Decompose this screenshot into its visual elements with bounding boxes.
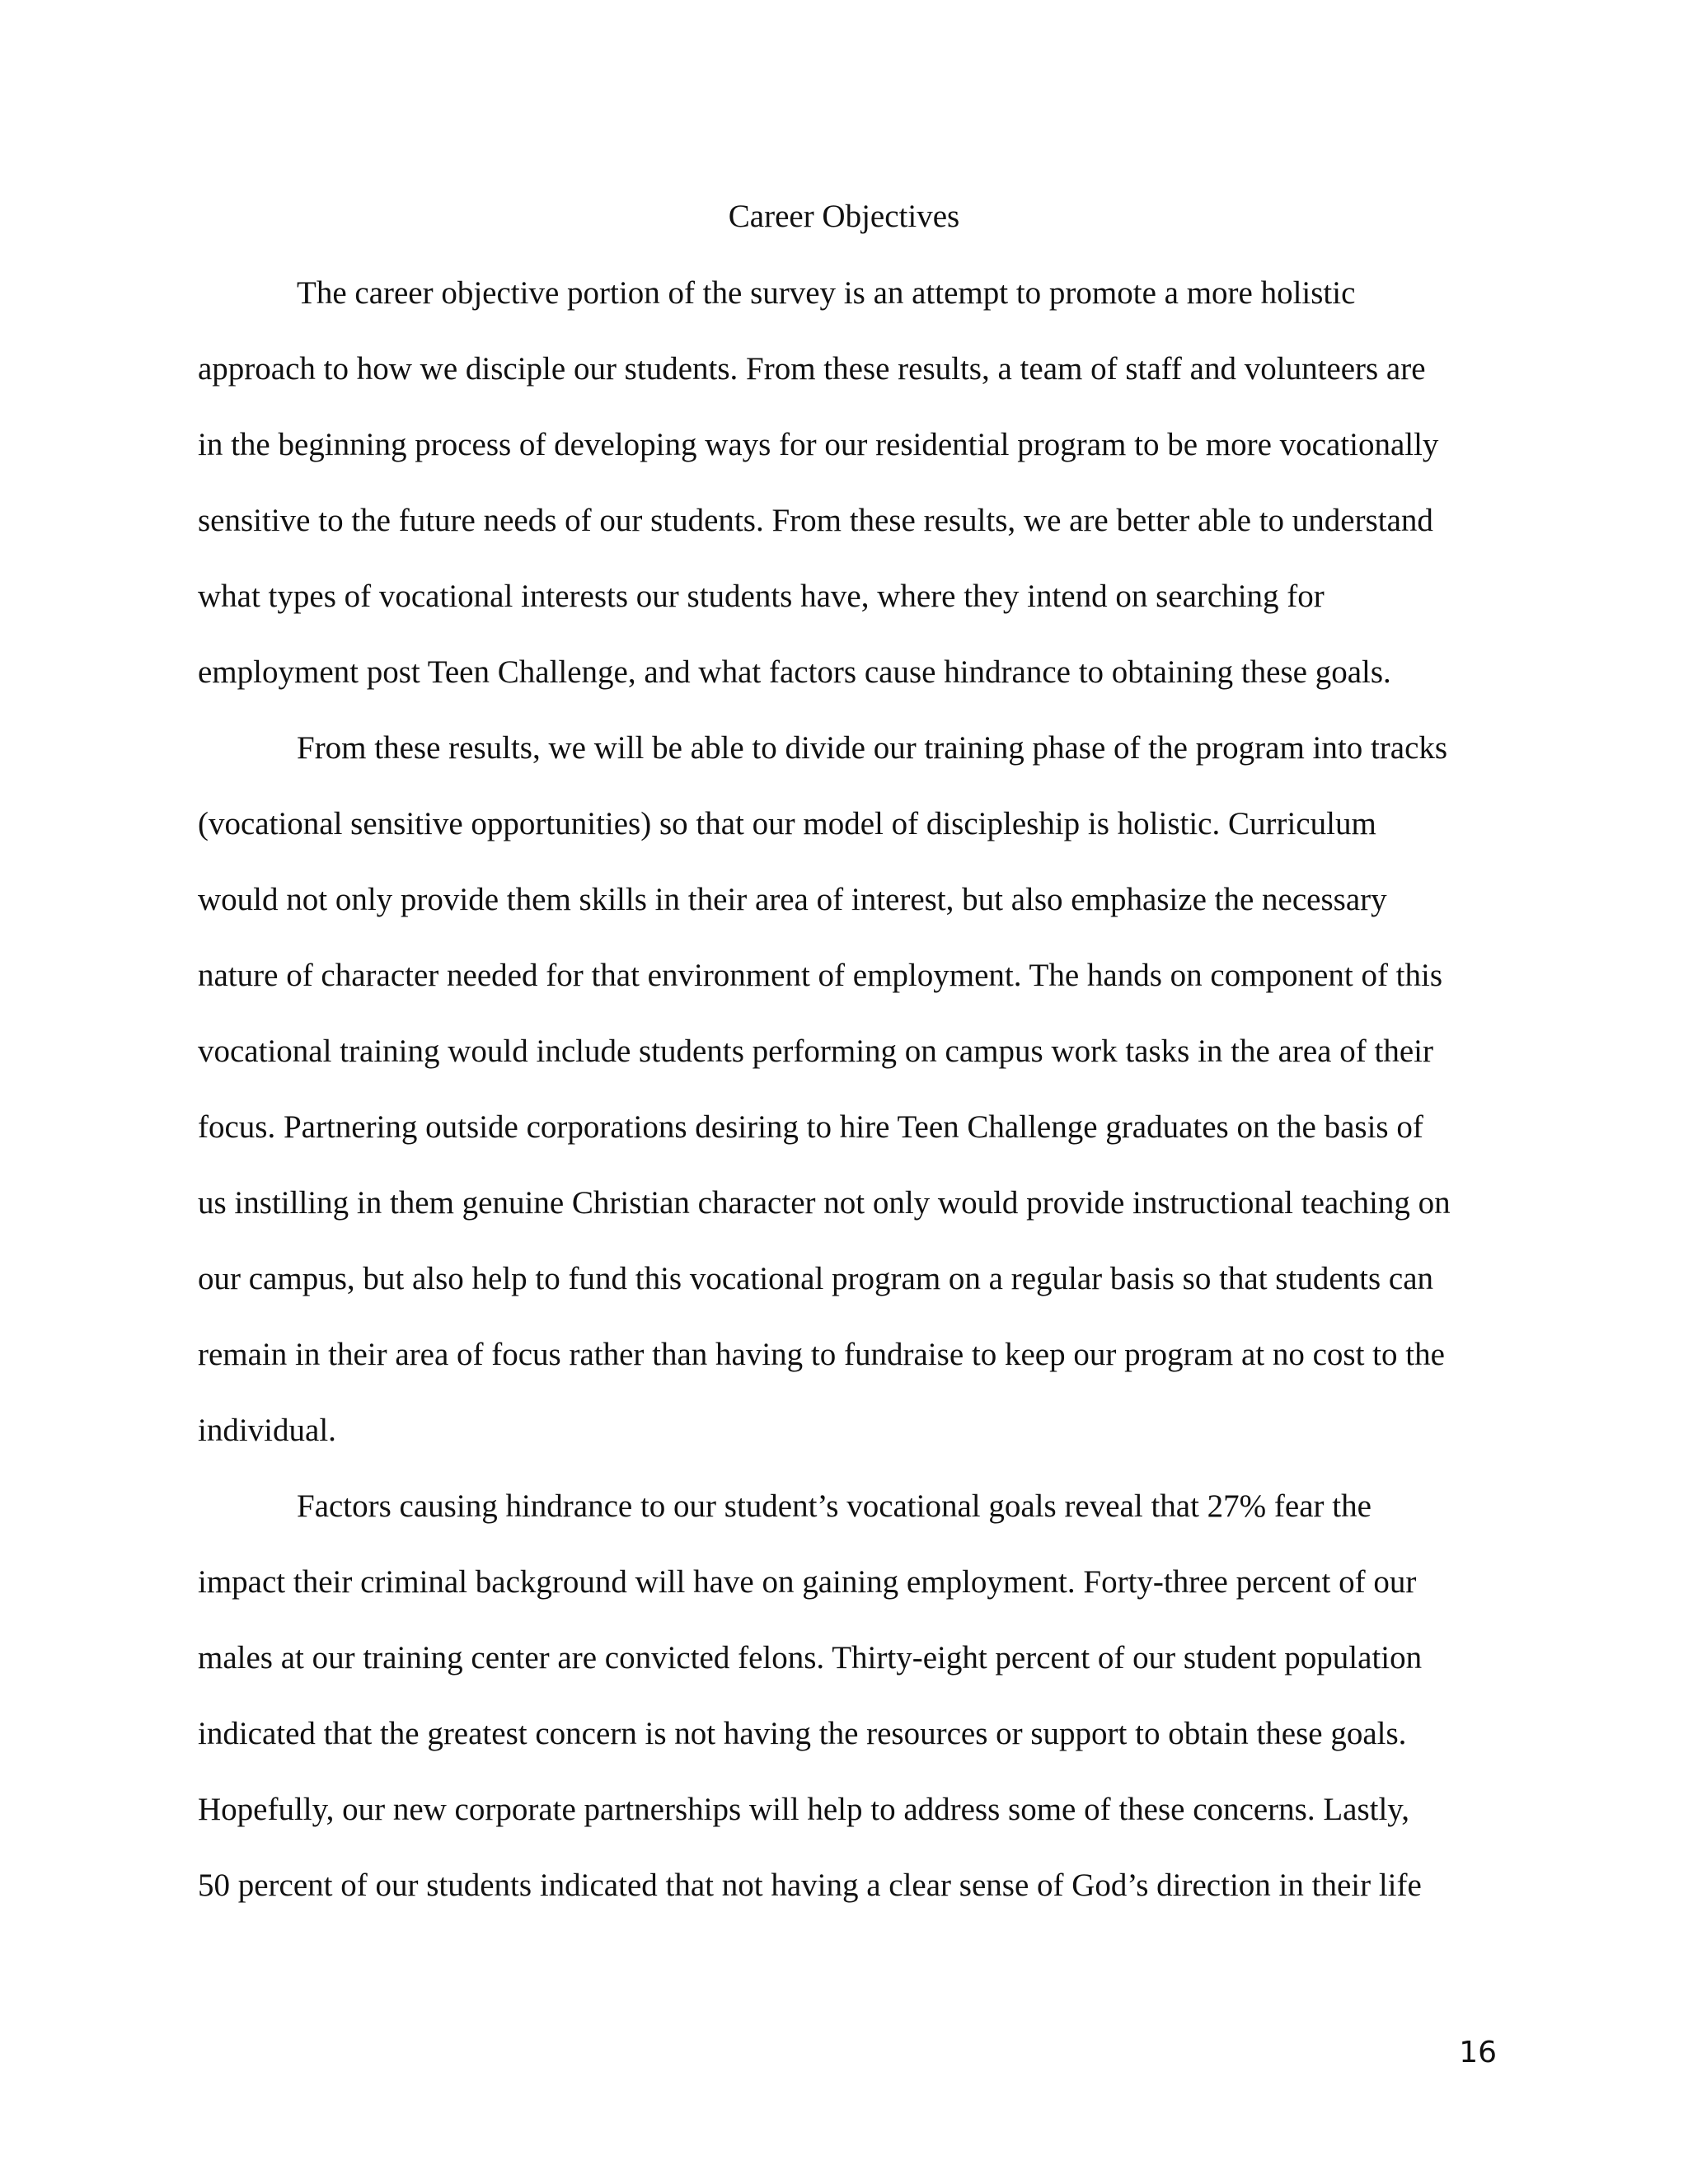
paragraph-2-line-8: our campus, but also help to fund this vocational program on a regular basis so that students can bbox=[198, 1261, 1434, 1296]
paragraph-3-line-1: Factors causing hindrance to our student’s vocational goals reveal that 27% fear the bbox=[297, 1488, 1372, 1524]
paragraph-1-line-1: The career objective portion of the survey is an attempt to promote a more holistic bbox=[297, 275, 1356, 311]
paragraph-2-line-2: (vocational sensitive opportunities) so that our model of discipleship is holistic. Curriculum bbox=[198, 806, 1376, 841]
paragraph-3-line-2: impact their criminal background will have on gaining employment. Forty-three percent of our bbox=[198, 1564, 1417, 1600]
paragraph-1-line-3: in the beginning process of developing ways for our residential program to be more vocationally bbox=[198, 427, 1439, 462]
paragraph-1-line-6: employment post Teen Challenge, and what factors cause hindrance to obtaining these goals. bbox=[198, 654, 1391, 690]
paragraph-3-line-4: indicated that the greatest concern is not having the resources or support to obtain these goals. bbox=[198, 1716, 1407, 1751]
paragraph-3-line-5: Hopefully, our new corporate partnerships will help to address some of these concerns. Lastly, bbox=[198, 1792, 1410, 1827]
paragraph-3-line-3: males at our training center are convicted felons. Thirty-eight percent of our student population bbox=[198, 1640, 1423, 1675]
paragraph-1-line-5: what types of vocational interests our students have, where they intend on searching for bbox=[198, 579, 1325, 614]
paragraph-2-line-6: focus. Partnering outside corporations desiring to hire Teen Challenge graduates on the basis of bbox=[198, 1109, 1423, 1145]
page-number: 16 bbox=[1459, 2036, 1497, 2069]
paragraph-2-line-4: nature of character needed for that environment of employment. The hands on component of this bbox=[198, 958, 1443, 993]
paragraph-1-line-2: approach to how we disciple our students. From these results, a team of staff and volunteers are bbox=[198, 351, 1426, 387]
paragraph-2-line-7: us instilling in them genuine Christian character not only would provide instructional teaching on bbox=[198, 1185, 1451, 1221]
paragraph-1-line-4: sensitive to the future needs of our students. From these results, we are better able to understand bbox=[198, 503, 1433, 538]
paragraph-2-line-10: individual. bbox=[198, 1413, 336, 1448]
section-heading: Career Objectives bbox=[728, 199, 960, 234]
paragraph-3-line-6: 50 percent of our students indicated that not having a clear sense of God’s direction in their life bbox=[198, 1868, 1422, 1903]
paragraph-2-line-3: would not only provide them skills in their area of interest, but also emphasize the necessary bbox=[198, 882, 1387, 917]
paragraph-2-line-5: vocational training would include students performing on campus work tasks in the area of their bbox=[198, 1033, 1433, 1069]
paragraph-2-line-1: From these results, we will be able to divide our training phase of the program into tracks bbox=[297, 730, 1448, 766]
paragraph-2-line-9: remain in their area of focus rather than having to fundraise to keep our program at no cost to the bbox=[198, 1337, 1445, 1372]
